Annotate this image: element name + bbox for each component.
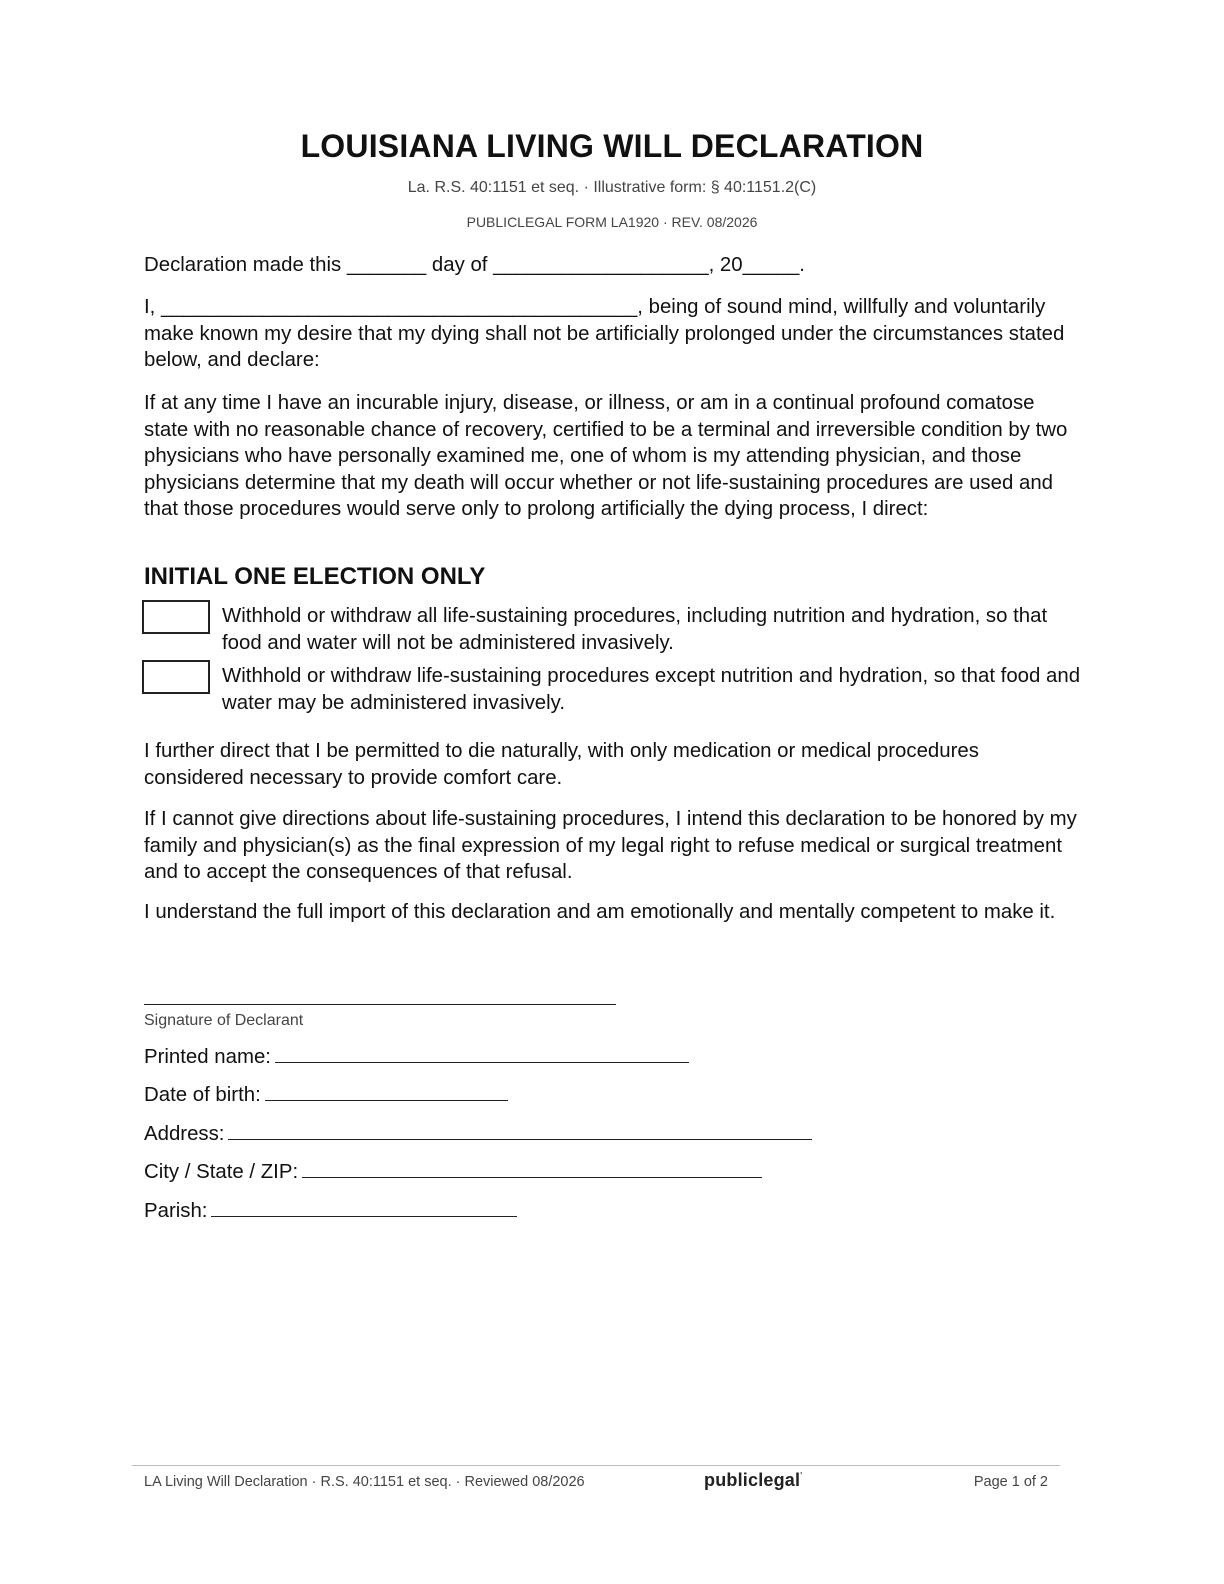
footer-divider xyxy=(132,1465,1060,1466)
initial-box-1[interactable] xyxy=(142,600,210,634)
signature-caption: Signature of Declarant xyxy=(144,1012,304,1029)
logo-text: publiclegal xyxy=(704,1470,801,1490)
election-option-1-text: Withhold or withdraw all life-sustaining procedures, including nutrition and hydration, so that food and water will not be administered invasively. xyxy=(222,605,1048,654)
parish-label: Parish: xyxy=(144,1200,208,1222)
footer-document-info: LA Living Will Declaration · R.S. 40:1151 et seq. · Reviewed 08/2026 xyxy=(144,1474,585,1490)
statute-citation: La. R.S. 40:1151 et seq. · Illustrative form: § 40:1151.2(C) xyxy=(407,179,817,196)
city-state-zip-field xyxy=(144,1159,762,1185)
city-state-zip-line[interactable] xyxy=(302,1159,762,1178)
signature-line[interactable] xyxy=(144,1004,616,1005)
condition-paragraph: If at any time I have an incurable injury, disease, or illness, or am in a continual profound comatose state with no reasonable chance of recovery, certified to be a terminal and irreversible condition by two physicians who have personally examined me, one of whom is my attending physician, and those physicians determine that my death will occur whether or not life-sustaining procedures are used and that those procedures would serve only to prolong artificially the dying process, I direct: xyxy=(144,392,1068,521)
address-field xyxy=(144,1121,812,1147)
publiclegal-logo xyxy=(704,1470,802,1491)
page-number: Page 1 of 2 xyxy=(973,1474,1048,1490)
logo-mark: ' xyxy=(800,1471,803,1482)
election-heading: INITIAL ONE ELECTION ONLY xyxy=(144,563,486,590)
form-number: PUBLICLEGAL FORM LA1920 · REV. 08/2026 xyxy=(466,214,758,230)
date-of-birth-label: Date of birth: xyxy=(144,1084,261,1106)
intro-paragraph: I, __________________________________________, being of sound mind, willfully and voluntarily make known my desire that my dying shall not be artificially prolonged under the circumstances stated below, and declare: xyxy=(144,296,1065,372)
printed-name-line[interactable] xyxy=(275,1044,689,1063)
address-label: Address: xyxy=(144,1123,225,1145)
document-title: LOUISIANA LIVING WILL DECLARATION xyxy=(300,128,924,164)
initial-box-2[interactable] xyxy=(142,660,210,694)
printed-name-field xyxy=(144,1044,689,1070)
comfort-care-paragraph: I further direct that I be permitted to die naturally, with only medication or medical procedures considered necessary to provide comfort care. xyxy=(144,740,979,789)
parish-field xyxy=(144,1198,517,1224)
honor-paragraph: If I cannot give directions about life-sustaining procedures, I intend this declaration to be honored by my family and physician(s) as the final expression of my legal right to refuse medical or surgical treatment and to accept the consequences of that refusal. xyxy=(144,808,1077,884)
date-of-birth-line[interactable] xyxy=(265,1082,508,1101)
election-option-2-text: Withhold or withdraw life-sustaining procedures except nutrition and hydration, so that food and water may be administered invasively. xyxy=(222,665,1081,714)
address-line[interactable] xyxy=(228,1121,812,1140)
declaration-date-line[interactable]: Declaration made this _______ day of ___________________, 20_____. xyxy=(144,254,805,276)
city-state-zip-label: City / State / ZIP: xyxy=(144,1161,299,1183)
understanding-paragraph: I understand the full import of this declaration and am emotionally and mentally competent to make it. xyxy=(144,901,1056,923)
parish-line[interactable] xyxy=(211,1198,517,1217)
printed-name-label: Printed name: xyxy=(144,1046,271,1068)
date-of-birth-field xyxy=(144,1082,508,1108)
